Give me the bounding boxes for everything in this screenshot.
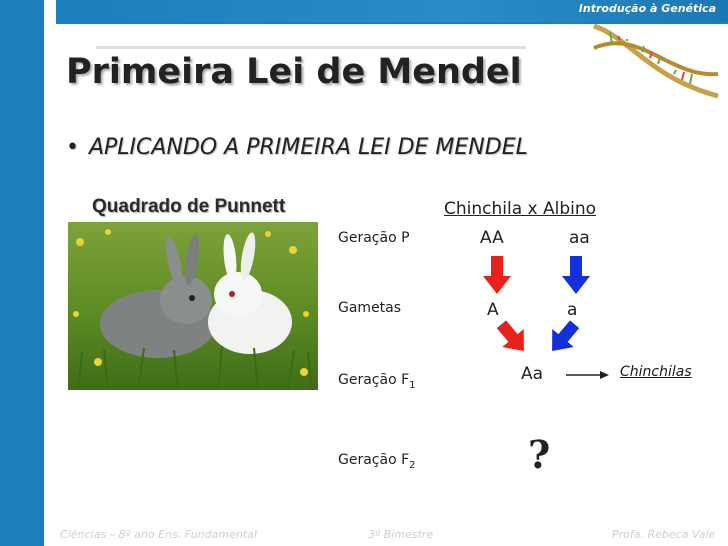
footer-teacher: Profa. Rebeca Vale	[612, 528, 716, 541]
label-f1-sub: 1	[409, 379, 416, 391]
label-gametas: Gametas	[338, 300, 402, 316]
label-geracao-p: Geração P	[338, 230, 410, 246]
genotype-right: aa	[569, 228, 590, 248]
arrow-diagonal-red-icon	[496, 320, 530, 356]
label-geracao-f2	[338, 452, 416, 471]
subheading: Quadrado de Punnett	[92, 196, 286, 217]
label-f2-sub: 2	[409, 459, 416, 471]
gamete-right: a	[567, 300, 578, 320]
top-band-gap	[44, 0, 56, 24]
f2-result: ?	[528, 432, 551, 477]
footer-course: Ciências – 8º ano Ens. Fundamental	[60, 528, 257, 541]
genotype-left: AA	[480, 228, 504, 248]
slide-title: Primeira Lei de Mendel	[66, 52, 522, 92]
rabbits-photo	[68, 222, 318, 390]
footer-term: 3º Bimestre	[368, 528, 434, 541]
dna-helix-icon	[590, 18, 722, 104]
bullet-text: APLICANDO A PRIMEIRA LEI DE MENDEL	[88, 135, 528, 160]
label-geracao-f1	[338, 372, 416, 391]
f1-genotype: Aa	[521, 364, 544, 384]
bullet-point	[66, 135, 528, 160]
gamete-left: A	[487, 300, 499, 320]
arrow-diagonal-blue-icon	[546, 320, 580, 356]
header-course-title: Introdução à Genética	[578, 2, 716, 15]
cross-parents: Chinchila x Albino	[444, 199, 597, 219]
arrow-down-red-icon	[482, 256, 512, 296]
arrow-right-icon	[566, 368, 610, 382]
label-f2-text: Geração F	[338, 452, 410, 468]
title-underline	[96, 46, 526, 49]
bullet-dot-icon: •	[66, 135, 79, 160]
left-accent-bar	[0, 0, 44, 546]
label-f1-text: Geração F	[338, 372, 410, 388]
f1-phenotype: Chinchilas	[620, 364, 692, 380]
arrow-down-blue-icon	[561, 256, 591, 296]
